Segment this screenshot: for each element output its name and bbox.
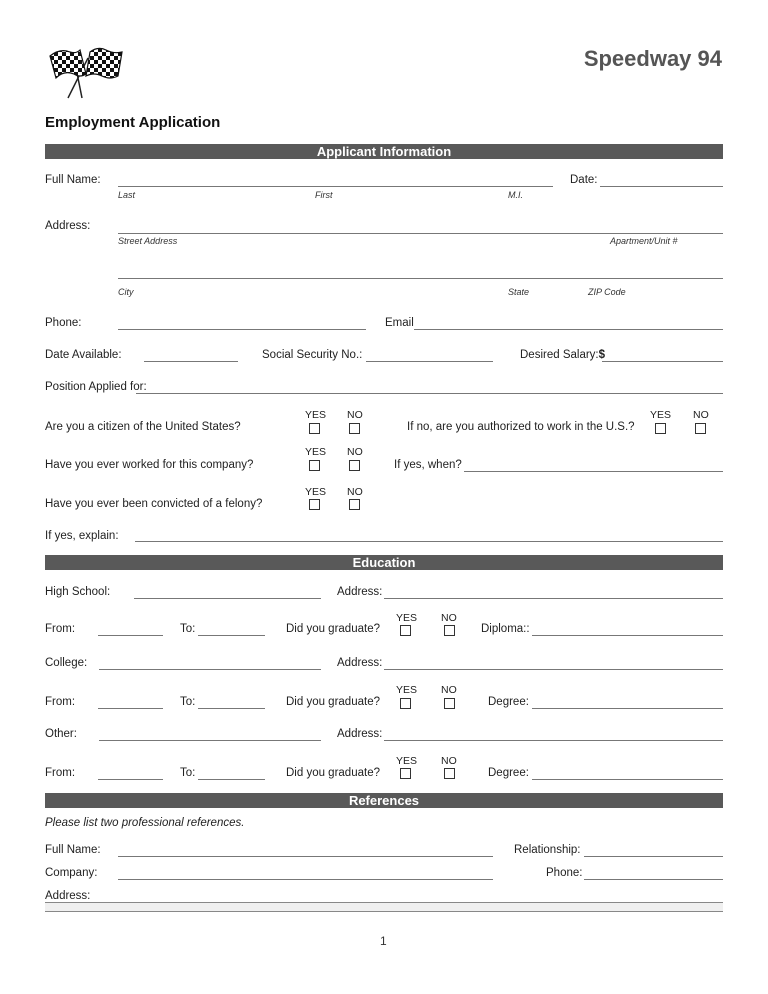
other-no-label: NO — [441, 755, 457, 767]
when-field[interactable] — [464, 471, 723, 472]
section-header-references: References — [45, 793, 723, 808]
date-available-field[interactable] — [144, 361, 238, 362]
college-address-label: Address: — [337, 657, 383, 669]
felony-no-label: NO — [347, 486, 363, 498]
desired-salary-text: Desired Salary: — [520, 349, 599, 361]
college-from-field[interactable] — [98, 708, 163, 709]
ref-full-name-field[interactable] — [118, 856, 493, 857]
city-state-zip-field[interactable] — [118, 278, 723, 279]
position-label: Position Applied for: — [45, 381, 147, 393]
high-school-field[interactable] — [134, 598, 321, 599]
street-address-field[interactable] — [118, 233, 723, 234]
desired-salary-label — [520, 348, 605, 362]
last-name-sublabel: Last — [118, 190, 136, 200]
authorized-yes-checkbox[interactable] — [655, 423, 666, 434]
other-to-field[interactable] — [198, 779, 265, 780]
other-degree-label: Degree: — [488, 767, 529, 779]
hs-to-label: To: — [180, 623, 196, 635]
full-name-field[interactable] — [118, 186, 553, 187]
worked-no-checkbox[interactable] — [349, 460, 360, 471]
ref-relationship-field[interactable] — [584, 856, 723, 857]
college-to-field[interactable] — [198, 708, 265, 709]
references-instruction: Please list two professional references. — [45, 817, 245, 829]
other-from-field[interactable] — [98, 779, 163, 780]
college-yes-checkbox[interactable] — [400, 698, 411, 709]
felony-question: Have you ever been convicted of a felony? — [45, 498, 263, 510]
worked-yes-checkbox[interactable] — [309, 460, 320, 471]
college-no-label: NO — [441, 684, 457, 696]
explain-field[interactable] — [135, 541, 723, 542]
college-degree-label: Degree: — [488, 696, 529, 708]
citizen-question: Are you a citizen of the United States? — [45, 421, 241, 433]
position-field[interactable] — [136, 393, 723, 394]
hs-to-field[interactable] — [198, 635, 265, 636]
authorized-no-checkbox[interactable] — [695, 423, 706, 434]
date-available-label: Date Available: — [45, 349, 122, 361]
ssn-label: Social Security No.: — [262, 349, 363, 361]
zip-sublabel: ZIP Code — [588, 287, 626, 297]
authorized-question: If no, are you authorized to work in the U.S.? — [407, 421, 635, 433]
date-label: Date: — [570, 174, 598, 186]
other-to-label: To: — [180, 767, 196, 779]
citizen-no-label: NO — [347, 409, 363, 421]
college-to-label: To: — [180, 696, 196, 708]
high-school-label: High School: — [45, 586, 111, 598]
address-label: Address: — [45, 220, 91, 232]
worked-question: Have you ever worked for this company? — [45, 459, 254, 471]
worked-no-label: NO — [347, 446, 363, 458]
other-from-label: From: — [45, 767, 76, 779]
ref-address-label: Address: — [45, 890, 91, 902]
ref-address-field[interactable] — [45, 902, 723, 912]
hs-from-label: From: — [45, 623, 76, 635]
other-yes-label: YES — [396, 755, 418, 767]
ref-relationship-label: Relationship: — [514, 844, 581, 856]
other-degree-field[interactable] — [532, 779, 723, 780]
felony-yes-label: YES — [305, 486, 327, 498]
felony-no-checkbox[interactable] — [349, 499, 360, 510]
other-address-label: Address: — [337, 728, 383, 740]
apt-sublabel: Apartment/Unit # — [610, 236, 678, 246]
date-field[interactable] — [600, 186, 723, 187]
dollar-sign: $ — [598, 349, 606, 361]
college-from-label: From: — [45, 696, 76, 708]
mi-sublabel: M.I. — [508, 190, 523, 200]
hs-graduate-label: Did you graduate? — [286, 623, 380, 635]
ref-company-label: Company: — [45, 867, 98, 879]
phone-field[interactable] — [118, 329, 366, 330]
other-yes-checkbox[interactable] — [400, 768, 411, 779]
other-field[interactable] — [99, 740, 321, 741]
hs-address-label: Address: — [337, 586, 383, 598]
citizen-yes-label: YES — [305, 409, 327, 421]
citizen-yes-checkbox[interactable] — [309, 423, 320, 434]
hs-from-field[interactable] — [98, 635, 163, 636]
phone-label: Phone: — [45, 317, 82, 329]
worked-yes-label: YES — [305, 446, 327, 458]
diploma-field[interactable] — [532, 635, 723, 636]
section-header-applicant: Applicant Information — [45, 144, 723, 159]
other-label: Other: — [45, 728, 77, 740]
college-address-field[interactable] — [384, 669, 723, 670]
ref-full-name-label: Full Name: — [45, 844, 101, 856]
college-no-checkbox[interactable] — [444, 698, 455, 709]
felony-yes-checkbox[interactable] — [309, 499, 320, 510]
full-name-label: Full Name: — [45, 174, 101, 186]
citizen-no-checkbox[interactable] — [349, 423, 360, 434]
email-label: Email — [385, 317, 414, 329]
first-name-sublabel: First — [315, 190, 333, 200]
ref-phone-label: Phone: — [546, 867, 583, 879]
hs-yes-label: YES — [396, 612, 418, 624]
other-address-field[interactable] — [384, 740, 723, 741]
hs-yes-checkbox[interactable] — [400, 625, 411, 636]
city-sublabel: City — [118, 287, 134, 297]
hs-no-checkbox[interactable] — [444, 625, 455, 636]
desired-salary-field[interactable] — [602, 361, 723, 362]
email-field[interactable] — [414, 329, 723, 330]
hs-no-label: NO — [441, 612, 457, 624]
ssn-field[interactable] — [366, 361, 493, 362]
college-graduate-label: Did you graduate? — [286, 696, 380, 708]
ref-company-field[interactable] — [118, 879, 493, 880]
authorized-yes-label: YES — [650, 409, 672, 421]
college-field[interactable] — [99, 669, 321, 670]
page-number: 1 — [380, 934, 387, 948]
section-header-education: Education — [45, 555, 723, 570]
checkered-flags-icon — [46, 44, 126, 100]
other-graduate-label: Did you graduate? — [286, 767, 380, 779]
hs-address-field[interactable] — [384, 598, 723, 599]
state-sublabel: State — [508, 287, 530, 297]
ref-phone-field[interactable] — [584, 879, 723, 880]
company-name: Speedway 94 — [583, 46, 722, 71]
authorized-no-label: NO — [693, 409, 709, 421]
explain-label: If yes, explain: — [45, 530, 119, 542]
street-sublabel: Street Address — [118, 236, 178, 246]
page-title: Employment Application — [45, 114, 221, 131]
when-label: If yes, when? — [394, 459, 462, 471]
diploma-label: Diploma:: — [481, 623, 530, 635]
college-yes-label: YES — [396, 684, 418, 696]
college-label: College: — [45, 657, 88, 669]
other-no-checkbox[interactable] — [444, 768, 455, 779]
college-degree-field[interactable] — [532, 708, 723, 709]
